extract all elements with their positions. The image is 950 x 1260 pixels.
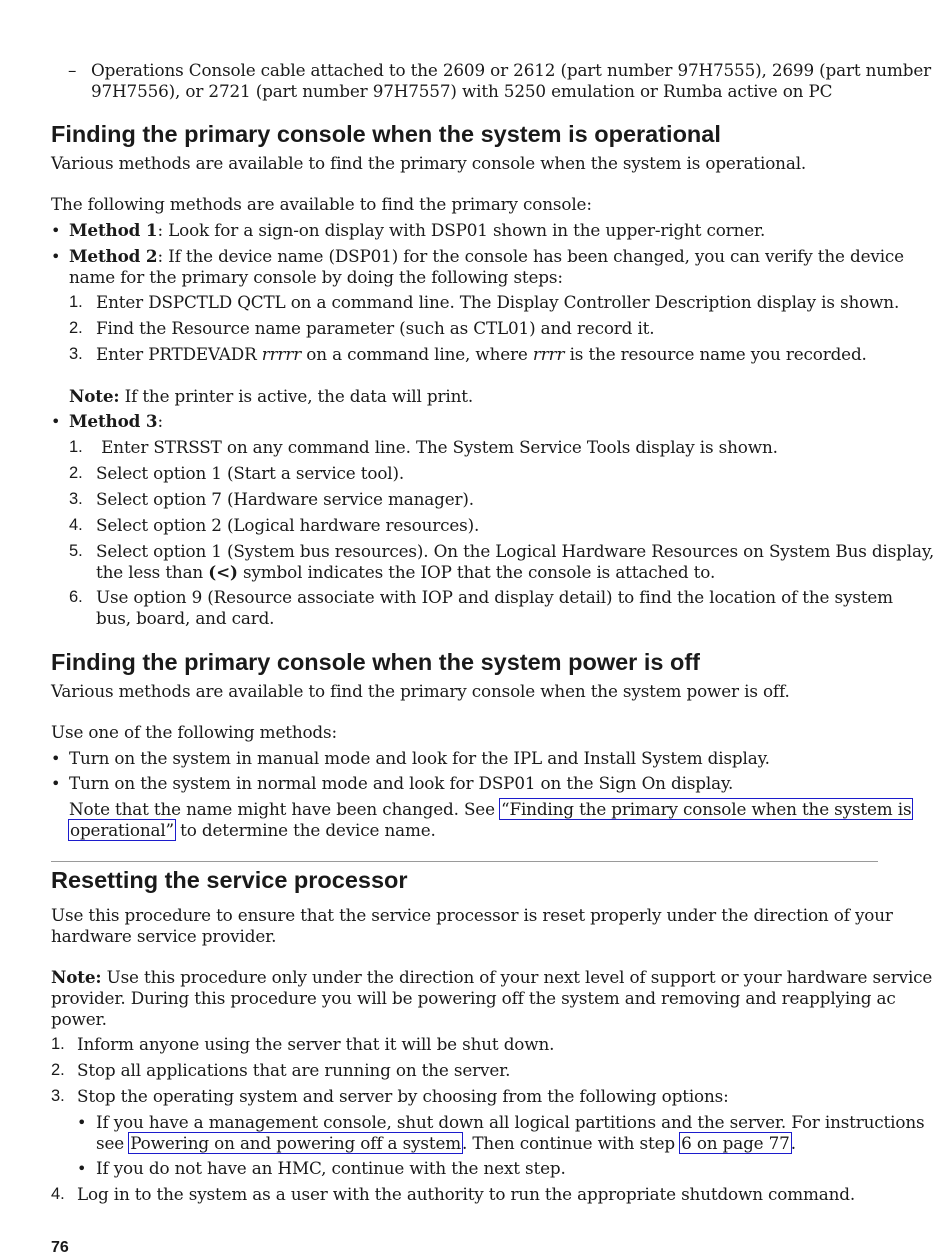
section-summary: Various methods are available to find the primary console when the system power is off. xyxy=(51,681,790,701)
reset-note-line-2: provider. During this procedure you will be powering off the system and removing and reapplying ac xyxy=(51,988,896,1008)
method-1-item xyxy=(69,220,765,241)
method-2-label: Method 2 xyxy=(69,246,158,266)
bullet-icon: • xyxy=(51,412,61,431)
step-number: 3. xyxy=(51,1087,65,1105)
step-text: the less than xyxy=(96,562,209,582)
section-lead: The following methods are available to find the primary console: xyxy=(51,194,592,214)
step-number: 5. xyxy=(69,542,83,560)
page-number: 76 xyxy=(51,1239,69,1256)
step-number: 1. xyxy=(51,1035,65,1053)
reset-intro-line-1: Use this procedure to ensure that the service processor is reset properly under the direction of your xyxy=(51,905,893,925)
step-number: 3. xyxy=(69,345,83,363)
note-label: Note: xyxy=(51,967,102,987)
option-text: . xyxy=(790,1133,796,1153)
method-2-text: : If the device name (DSP01) for the console has been changed, you can verify the device xyxy=(157,246,904,266)
reset-intro-line-2: hardware service provider. xyxy=(51,926,277,946)
note-text: Note that the name might have been changed. See xyxy=(69,799,501,819)
link-finding-primary-console[interactable]: “Finding the primary console when the system is xyxy=(501,799,912,819)
step-number: 2. xyxy=(69,464,83,482)
method-3-label: Method 3 xyxy=(69,411,158,431)
step-number: 1. xyxy=(69,293,83,311)
variable-text: rrrr xyxy=(532,344,565,364)
method-3-step-1: Enter STRSST on any command line. The System Service Tools display is shown. xyxy=(96,437,778,457)
bullet-icon: • xyxy=(77,1159,87,1178)
bullet-icon: • xyxy=(51,749,61,768)
section-summary: Various methods are available to find the primary console when the system is operational. xyxy=(51,153,807,173)
bullet-icon: • xyxy=(51,774,61,793)
method-3-step-6: Use option 9 (Resource associate with IOP and display detail) to find the location of the system xyxy=(96,587,893,607)
step-number: 2. xyxy=(69,319,83,337)
note-text: Use this procedure only under the direction of your next level of support or your hardware service xyxy=(106,967,933,987)
power-off-method-1: Turn on the system in manual mode and look for the IPL and Install System display. xyxy=(69,748,770,768)
step-text: Enter PRTDEVADR xyxy=(96,344,262,364)
note-text: to determine the device name. xyxy=(174,820,436,840)
bullet-icon: • xyxy=(51,247,61,266)
step-number: 4. xyxy=(51,1185,65,1203)
bullet-icon: • xyxy=(77,1113,87,1132)
method-3-step-5: Select option 1 (System bus resources). On the Logical Hardware Resources on System Bus display, xyxy=(96,541,935,561)
method-2-step-2: Find the Resource name parameter (such as CTL01) and record it. xyxy=(96,318,655,338)
link-finding-primary-console-cont[interactable]: operational” xyxy=(70,820,174,840)
reset-step-2: Stop all applications that are running on the server. xyxy=(77,1060,511,1080)
less-than-symbol: (<) xyxy=(208,562,238,582)
step-text: is the resource name you recorded. xyxy=(564,344,867,364)
reset-option-management-console: If you have a management console, shut down all logical partitions and the server. For instructions xyxy=(96,1112,925,1132)
step-number: 4. xyxy=(69,516,83,534)
note-text: If the printer is active, the data will print. xyxy=(124,386,474,406)
bullet-icon: • xyxy=(51,221,61,240)
device-name-note xyxy=(69,799,912,820)
method-2-step-1: Enter DSPCTLD QCTL on a command line. The Display Controller Description display is shown. xyxy=(96,292,900,312)
note-label: Note: xyxy=(69,386,120,406)
reset-note-line-3: power. xyxy=(51,1009,107,1029)
device-name-note-cont xyxy=(69,820,436,841)
reset-step-3: Stop the operating system and server by choosing from the following options: xyxy=(77,1086,729,1106)
reset-option-no-hmc: If you do not have an HMC, continue with the next step. xyxy=(96,1158,566,1178)
printer-note xyxy=(69,386,473,407)
dash-marker: – xyxy=(68,60,77,80)
method-3-step-2: Select option 1 (Start a service tool). xyxy=(96,463,405,483)
variable-text: rrrrr xyxy=(261,344,302,364)
method-1-text: : Look for a sign-on display with DSP01 shown in the upper-right corner. xyxy=(157,220,766,240)
step-number: 1. xyxy=(69,438,83,456)
method-3-item xyxy=(69,411,163,432)
section-heading-reset: Resetting the service processor xyxy=(51,867,408,893)
reset-step-1: Inform anyone using the server that it will be shut down. xyxy=(77,1034,555,1054)
method-3-step-4: Select option 2 (Logical hardware resources). xyxy=(96,515,480,535)
reset-note xyxy=(51,967,932,988)
method-2-text-cont: name for the primary console by doing the following steps: xyxy=(69,267,563,287)
step-text: symbol indicates the IOP that the console is attached to. xyxy=(237,562,716,582)
option-text: . Then continue with step xyxy=(462,1133,681,1153)
section-divider xyxy=(51,861,878,862)
method-3-step-5-cont xyxy=(96,562,715,583)
power-off-method-2: Turn on the system in normal mode and look for DSP01 on the Sign On display. xyxy=(69,773,734,793)
step-text: on a command line, where xyxy=(301,344,533,364)
link-step-6-page-77[interactable]: 6 on page 77 xyxy=(681,1133,790,1153)
method-3-step-6-cont: bus, board, and card. xyxy=(96,608,275,628)
section-heading-power-off: Finding the primary console when the system power is off xyxy=(51,649,700,675)
option-text: see xyxy=(96,1133,130,1153)
intro-line-1: Operations Console cable attached to the 2609 or 2612 (part number 97H7555), 2699 (part number xyxy=(91,60,931,80)
method-3-colon: : xyxy=(157,411,163,431)
method-2-item xyxy=(69,246,904,267)
step-number: 2. xyxy=(51,1061,65,1079)
section-lead: Use one of the following methods: xyxy=(51,722,337,742)
intro-line-2: 97H7556), or 2721 (part number 97H7557) with 5250 emulation or Rumba active on PC xyxy=(91,81,833,101)
section-heading-operational: Finding the primary console when the system is operational xyxy=(51,121,721,147)
reset-option-management-console-cont xyxy=(96,1133,796,1154)
reset-step-4: Log in to the system as a user with the authority to run the appropriate shutdown command. xyxy=(77,1184,856,1204)
step-number: 6. xyxy=(69,588,83,606)
method-3-step-3: Select option 7 (Hardware service manager). xyxy=(96,489,474,509)
step-number: 3. xyxy=(69,490,83,508)
method-1-label: Method 1 xyxy=(69,220,158,240)
method-2-step-3 xyxy=(96,344,867,365)
link-powering-on-off[interactable]: Powering on and powering off a system xyxy=(130,1133,461,1153)
